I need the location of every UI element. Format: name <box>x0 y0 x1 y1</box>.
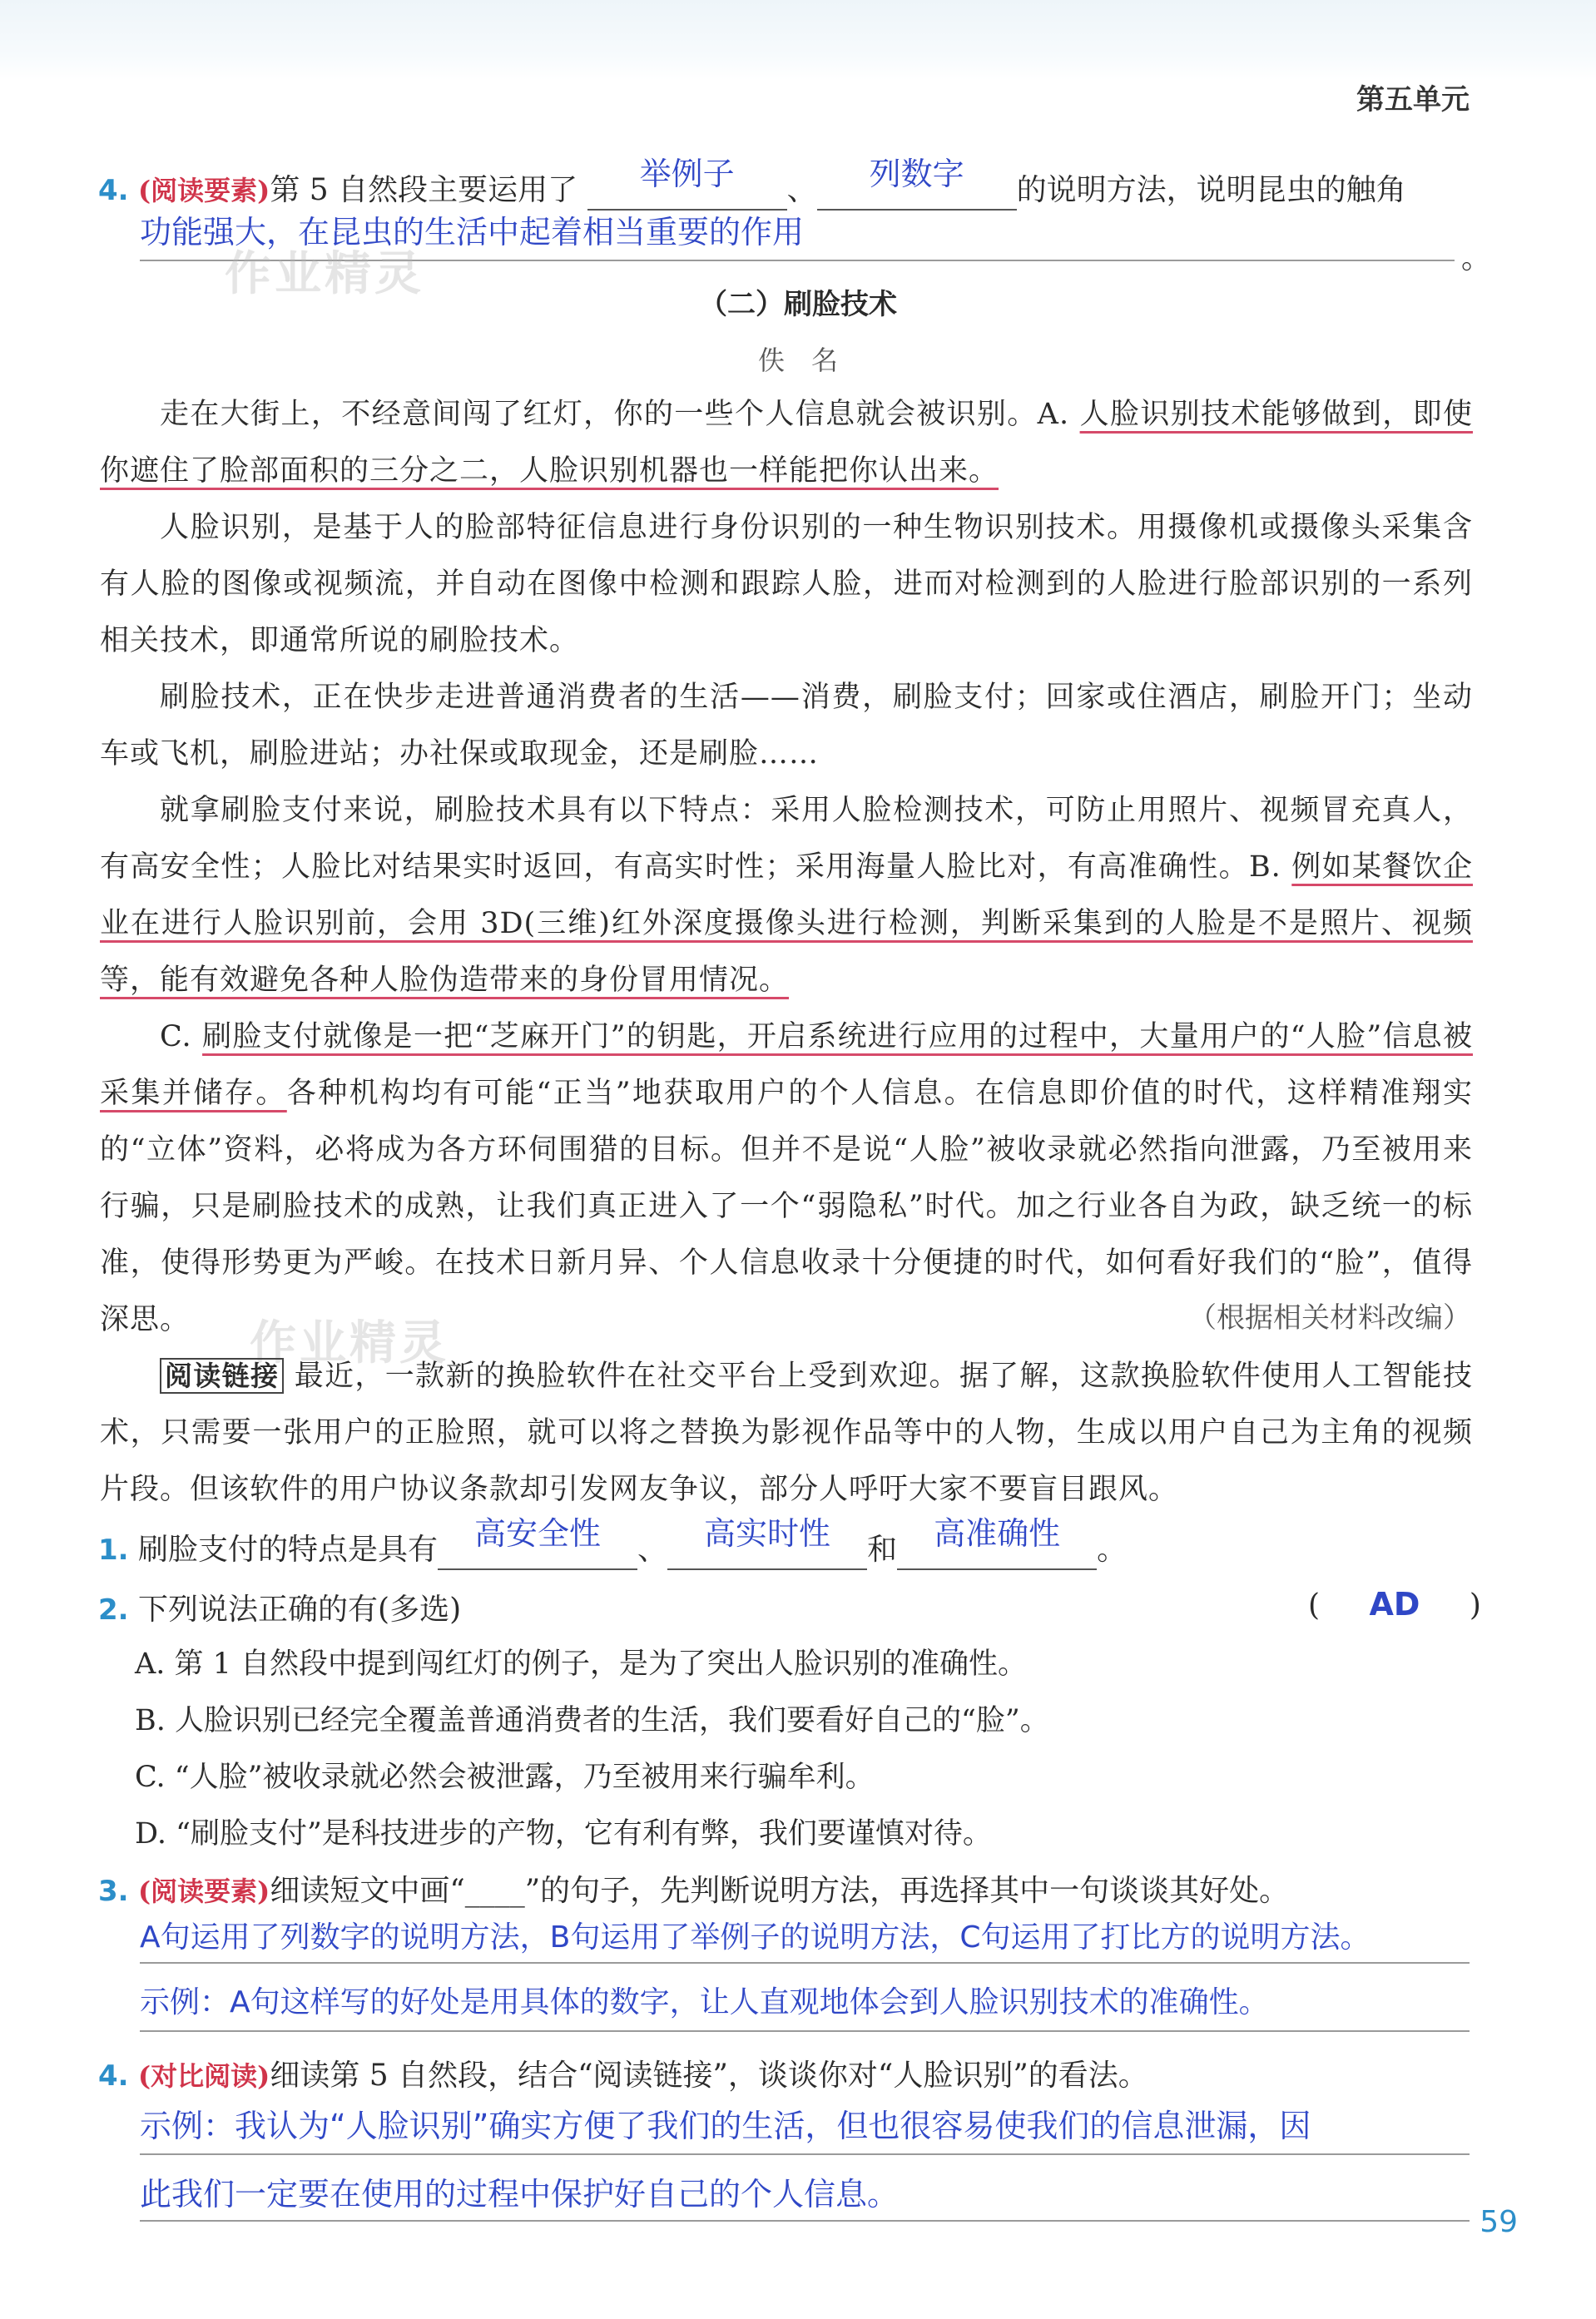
question-text: 刷脸支付的特点是具有 <box>138 1533 439 1567</box>
article-title: （二）刷脸技术 <box>699 288 897 321</box>
question-tag: (对比阅读) <box>138 2060 270 2092</box>
answer-rule <box>140 2220 1470 2222</box>
question-1 <box>98 1515 1128 1570</box>
separator: 、 <box>786 173 817 207</box>
option-d: D. “刷脸支付”是科技进步的产物，它有利有弊，我们要谨慎对待。 <box>135 1817 992 1851</box>
option-c: C. “人脸”被收录就必然会被泄露，乃至被用来行骗牟利。 <box>135 1761 875 1794</box>
paragraph-2: 人脸识别，是基于人的脸部特征信息进行身份识别的一种生物识别技术。用摄像机或摄像头采集含有人脸的图像或视频流，并自动在图像中检测和跟踪人脸，进而对检测到的人脸进行脸部识别的一系列相关技术，即通常所说的刷脸技术。 <box>100 511 1473 657</box>
question-4 <box>98 2052 1148 2094</box>
answer-blank-3[interactable] <box>897 1515 1097 1570</box>
q4-answer-line-2[interactable]: 此我们一定要在使用的过程中保护好自己的个人信息。 <box>140 2176 900 2212</box>
paren-right: ) <box>1469 1588 1481 1623</box>
answer-rule <box>140 1962 1470 1964</box>
answer-blank-1[interactable] <box>587 156 787 211</box>
q3-answer-line-2[interactable]: 示例：A句这样写的好处是用具体的数字，让人直观地体会到人脸识别技术的准确性。 <box>140 1985 1269 2019</box>
answer-text: 列数字 <box>869 156 964 192</box>
answer-rule <box>140 2030 1470 2032</box>
reading-link-label: 阅读链接 <box>160 1358 284 1394</box>
top-band <box>0 0 1596 80</box>
q4-answer-line-1[interactable]: 示例：我认为“人脸识别”确实方便了我们的生活，但也很容易使我们的信息泄漏，因 <box>140 2108 1311 2144</box>
answer-text: AD <box>1369 1586 1420 1623</box>
paragraph-3: 刷脸技术，正在快步走进普通消费者的生活——消费，刷脸支付；回家或住酒店，刷脸开门；坐动车或飞机，刷脸进站；办社保或取现金，还是刷脸…… <box>100 681 1473 771</box>
paragraph-text: C. <box>160 1020 203 1053</box>
answer-parentheses[interactable] <box>1308 1586 1481 1623</box>
question-text-2: 的说明方法，说明昆虫的触角 <box>1016 173 1406 207</box>
question-text: 下列说法正确的有(多选) <box>138 1593 462 1627</box>
paragraph-text: 就拿刷脸支付来说，刷脸技术具有以下特点：采用人脸检测技术，可防止用照片、视频冒充真人，有高安全性；人脸比对结果实时返回，有高实时性；采用海量人脸比对，有高准确性。B. <box>100 794 1473 884</box>
paragraph-4 <box>100 782 1473 1008</box>
period: 。 <box>1097 1533 1128 1567</box>
question-2 <box>98 1586 461 1628</box>
option-b: B. 人脸识别已经完全覆盖普通消费者的生活，我们要看好自己的“脸”。 <box>135 1704 1049 1737</box>
answer-rule <box>140 2153 1470 2155</box>
separator: 、 <box>637 1533 668 1567</box>
answer-blank-2[interactable] <box>817 156 1017 211</box>
watermark: 作业精灵 <box>225 247 424 301</box>
paragraph-text: 走在大街上，不经意间闯了红灯，你的一些个人信息就会被识别。A. <box>160 398 1080 431</box>
underlined-sentence-a: 人脸识别技术能够做到，即使你遮住了脸部面积的三分之二，人脸识别机器也一样能把你认出来。 <box>100 398 1473 488</box>
question-number: 4. <box>98 174 129 207</box>
paren-left: ( <box>1308 1588 1321 1623</box>
page-number: 59 <box>1480 2205 1518 2239</box>
question-number: 2. <box>98 1593 129 1627</box>
question-number: 1. <box>98 1534 129 1567</box>
answer-text: 高安全性 <box>474 1515 602 1552</box>
question-number: 3. <box>98 1875 129 1908</box>
watermark: 作业精灵 <box>250 1316 449 1370</box>
question-3 <box>98 1867 1289 1910</box>
reading-link <box>100 1348 1473 1518</box>
prev-q4-answer-line[interactable]: 功能强大，在昆虫的生活中起着相当重要的作用 <box>140 214 805 250</box>
period: 。 <box>1461 241 1492 275</box>
question-text: 细读第 5 自然段，结合“阅读链接”，谈谈你对“人脸识别”的看法。 <box>270 2059 1148 2093</box>
unit-title: 第五单元 <box>1356 83 1470 116</box>
option-a: A. 第 1 自然段中提到闯红灯的例子，是为了突出人脸识别的准确性。 <box>135 1648 1028 1681</box>
question-text: 第 5 自然段主要运用了 <box>270 173 578 207</box>
answer-text: 举例子 <box>639 156 735 192</box>
underlined-sentence-b: 例如某餐饮企业在进行人脸识别前，会用 3D(三维)红外深度摄像头进行检测，判断采集到的人脸是不是照片、视频等，能有效避免各种人脸伪造带来的身份冒用情况。 <box>100 850 1473 997</box>
reading-link-text: 最近，一款新的换脸软件在社交平台上受到欢迎。据了解，这款换脸软件使用人工智能技术，只需要一张用户的正脸照，就可以将之替换为影视作品等中的人物，生成以用户自己为主角的视频片段。但该软件的用户协议条款却引发网友争议，部分人呼吁大家不要盲目跟风。 <box>100 1360 1473 1506</box>
conjunction: 和 <box>867 1533 898 1567</box>
prev-question-4 <box>98 156 1406 211</box>
question-tag: (阅读要素) <box>138 175 270 206</box>
question-number: 4. <box>98 2059 129 2093</box>
underlined-sentence-c: 刷脸支付就像是一把“芝麻开门”的钥匙，开启系统进行应用的过程中，大量用户的“人脸”信息被采集并储存。 <box>100 1020 1473 1110</box>
question-tag: (阅读要素) <box>138 1876 270 1907</box>
answer-blank-2[interactable] <box>667 1515 867 1570</box>
q3-answer-line-1[interactable]: A句运用了列数字的说明方法，B句运用了举例子的说明方法，C句运用了打比方的说明方法。 <box>140 1920 1370 1955</box>
question-text: 细读短文中画“____”的句子，先判断说明方法，再选择其中一句谈谈其好处。 <box>270 1874 1290 1908</box>
paragraph-text: 各种机构均有可能“正当”地获取用户的个人信息。在信息即价值的时代，这样精准翔实的“立体”资料，必将成为各方环伺围猎的目标。但并不是说“人脸”被收录就必然指向泄露，乃至被用来行骗，只是刷脸技术的成熟，让我们真正进入了一个“弱隐私”时代。加之行业各自为政，缺乏统一的标准，使得形势更为严峻。在技术日新月异、个人信息收录十分便捷的时代，如何看好我们的“脸”，值得深思。 <box>100 1077 1473 1336</box>
article-author: 佚 名 <box>757 344 838 376</box>
article-source: （根据相关材料改编） <box>1188 1301 1471 1335</box>
answer-text: 高准确性 <box>934 1515 1061 1552</box>
paragraph-1 <box>100 386 1473 499</box>
answer-text: 高实时性 <box>704 1515 831 1552</box>
answer-blank-1[interactable] <box>438 1515 637 1570</box>
